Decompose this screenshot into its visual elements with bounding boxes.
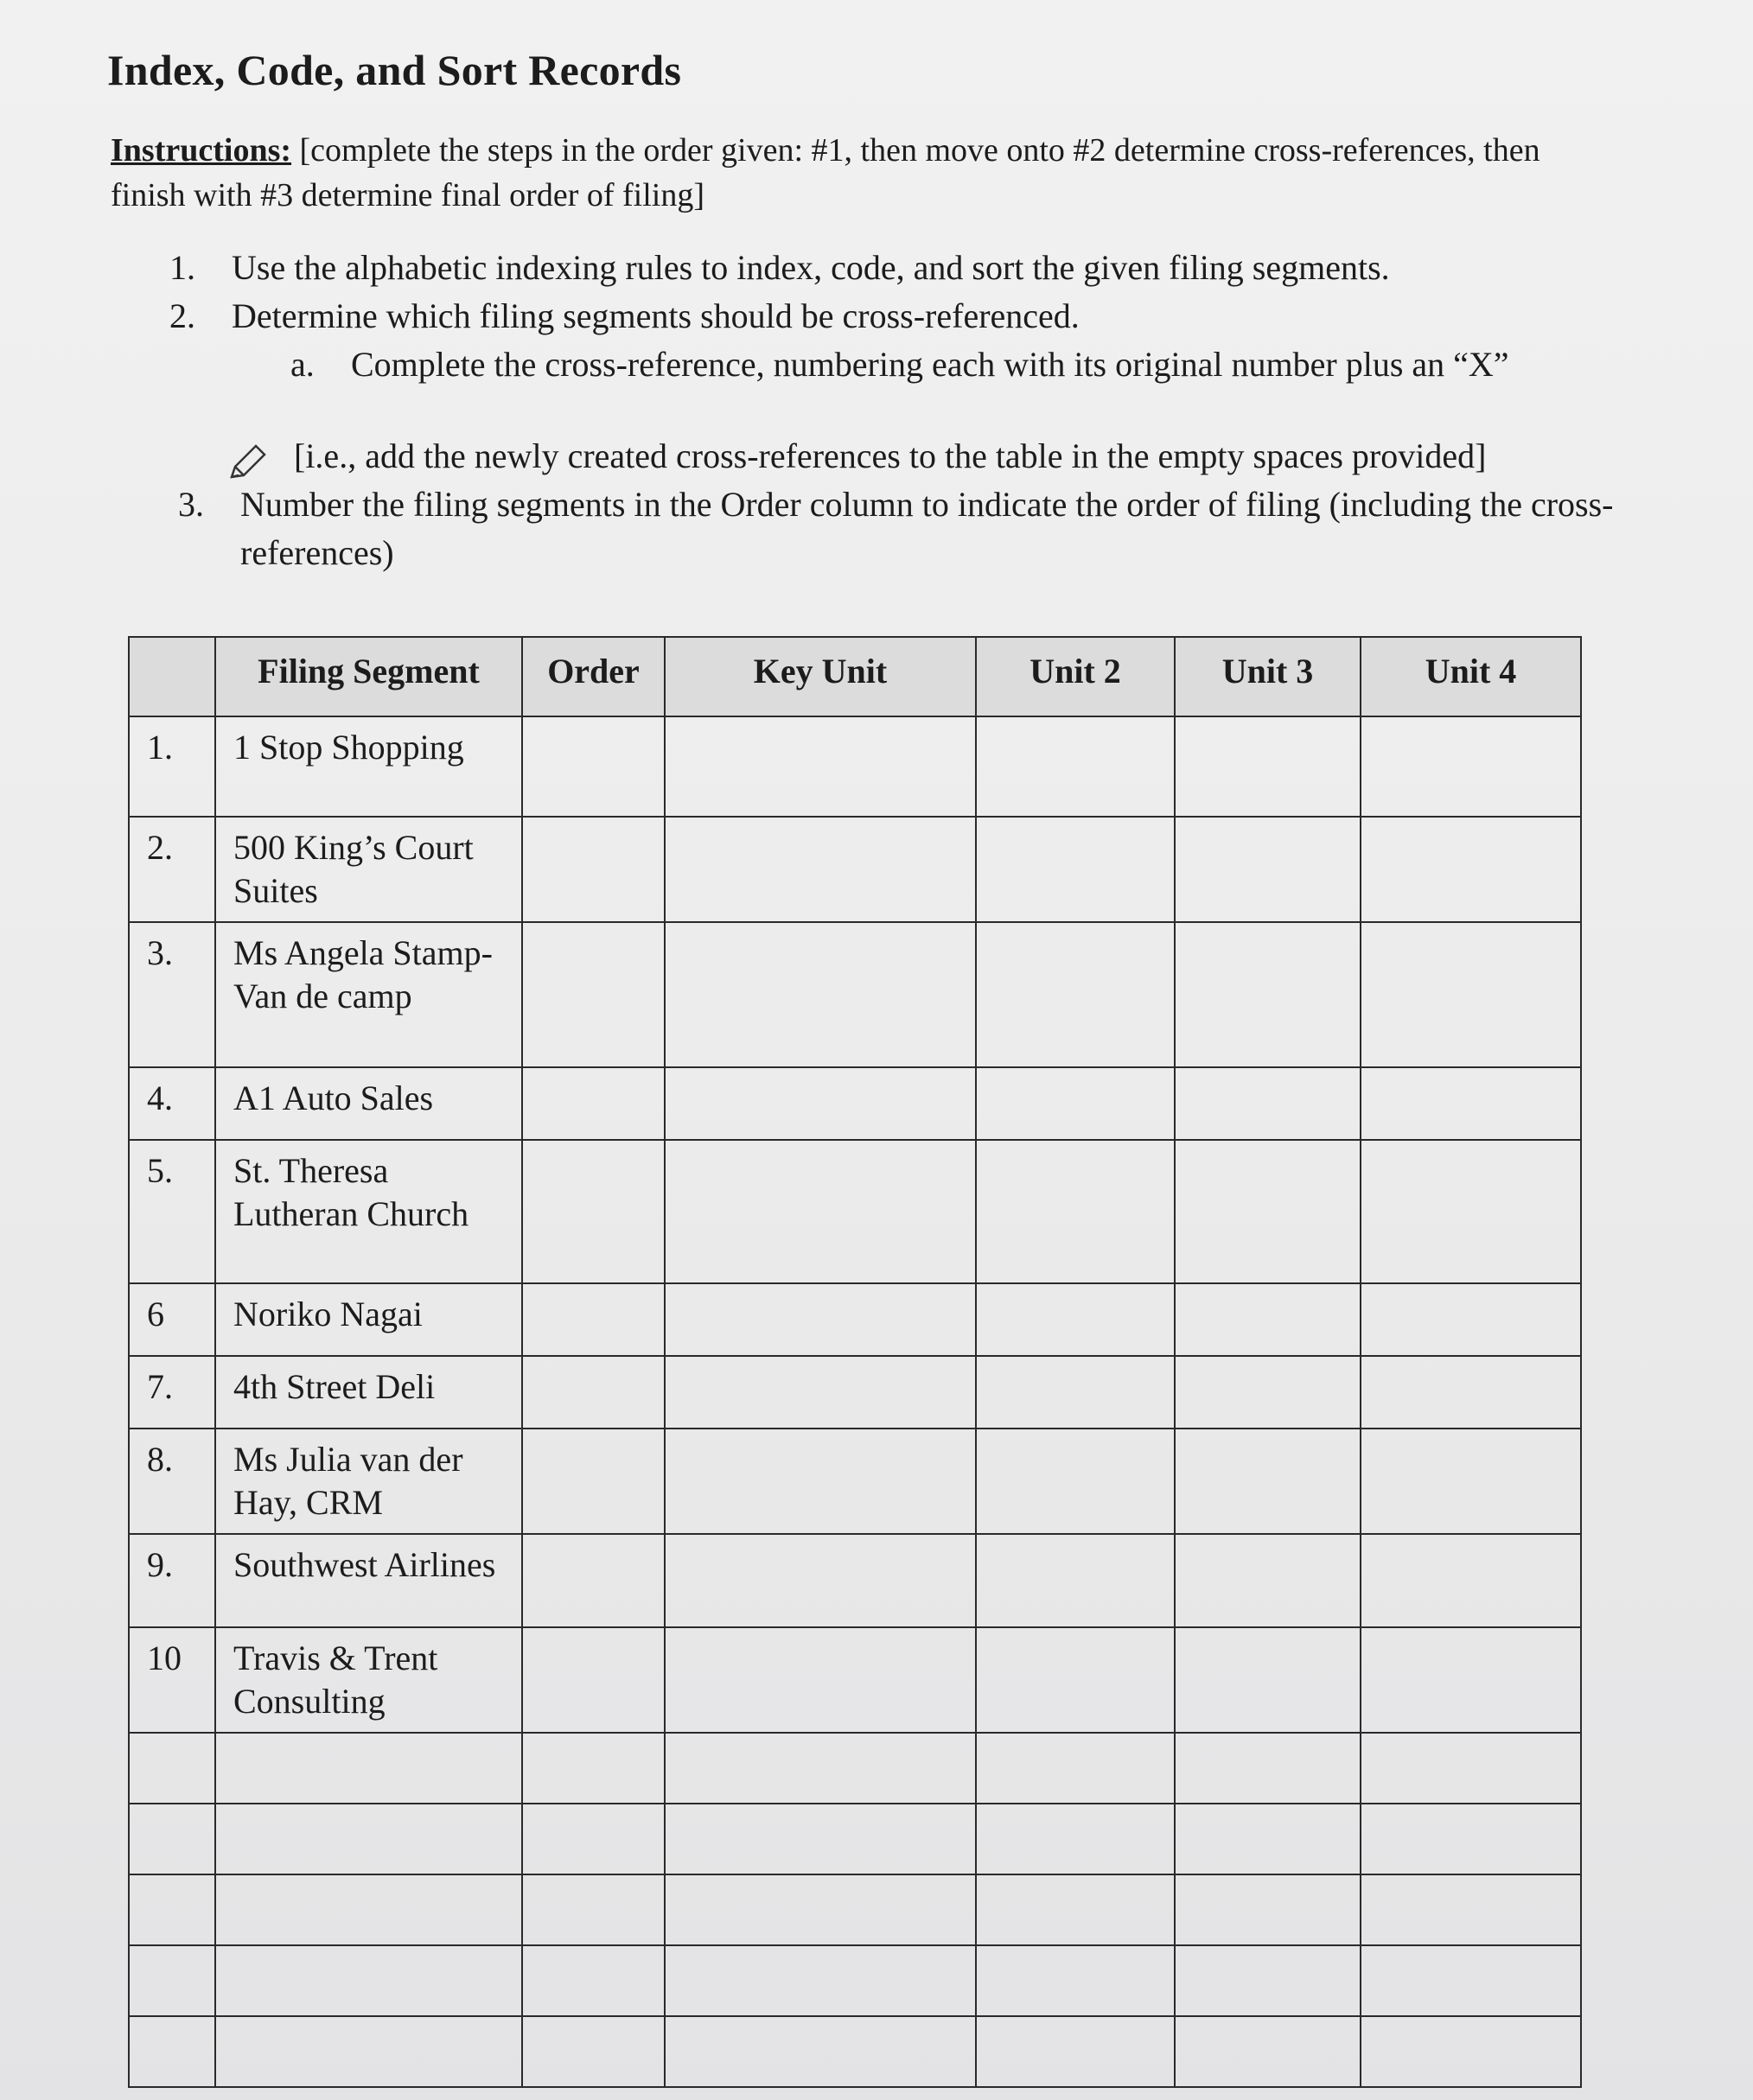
unit-3-cell[interactable] (1175, 1627, 1361, 1733)
unit-4-cell[interactable] (1361, 716, 1581, 817)
key-unit-cell[interactable] (665, 922, 976, 1067)
key-unit-cell[interactable] (665, 1140, 976, 1283)
unit-2-cell[interactable] (976, 922, 1175, 1067)
page-title: Index, Code, and Sort Records (107, 46, 682, 94)
pencil-icon (226, 441, 270, 482)
unit-2-cell[interactable] (976, 2016, 1175, 2087)
column-header-unit-3: Unit 3 (1175, 637, 1361, 716)
filing-segment-cell: Southwest Airlines (215, 1534, 522, 1627)
key-unit-cell[interactable] (665, 1627, 976, 1733)
key-unit-cell[interactable] (665, 1874, 976, 1945)
key-unit-cell[interactable] (665, 1733, 976, 1804)
unit-3-cell[interactable] (1175, 1356, 1361, 1429)
key-unit-cell[interactable] (665, 1067, 976, 1140)
row-index (129, 1945, 215, 2016)
substep-text: Complete the cross-reference, numbering each with its original number plus an “X” (351, 345, 1509, 384)
unit-3-cell[interactable] (1175, 2016, 1361, 2087)
step-3 (178, 480, 1630, 577)
row-index: 1. (129, 716, 215, 817)
table-row (129, 1283, 1581, 1356)
order-cell[interactable] (522, 1429, 665, 1534)
column-header-order: Order (522, 637, 665, 716)
key-unit-cell[interactable] (665, 2016, 976, 2087)
step-text: Determine which filing segments should be cross-referenced. (232, 296, 1080, 335)
unit-4-cell[interactable] (1361, 2016, 1581, 2087)
unit-4-cell[interactable] (1361, 1804, 1581, 1874)
table-row (129, 1945, 1581, 2016)
unit-4-cell[interactable] (1361, 1067, 1581, 1140)
filing-table (128, 636, 1582, 2088)
step-text: Use the alphabetic indexing rules to index, code, and sort the given filing segments. (232, 248, 1390, 287)
unit-2-cell[interactable] (976, 1067, 1175, 1140)
unit-2-cell[interactable] (976, 1283, 1175, 1356)
filing-segment-cell: Travis & Trent Consulting (215, 1627, 522, 1733)
filing-segment-cell: 1 Stop Shopping (215, 716, 522, 817)
unit-3-cell[interactable] (1175, 1534, 1361, 1627)
row-index: 4. (129, 1067, 215, 1140)
key-unit-cell[interactable] (665, 1283, 976, 1356)
order-cell[interactable] (522, 1627, 665, 1733)
row-index: 2. (129, 817, 215, 922)
filing-segment-cell[interactable] (215, 1804, 522, 1874)
step-text: Number the filing segments in the Order column to indicate the order of filing (including the cross-references) (240, 485, 1614, 572)
filing-segment-cell[interactable] (215, 1874, 522, 1945)
row-index: 5. (129, 1140, 215, 1283)
unit-4-cell[interactable] (1361, 1140, 1581, 1283)
order-cell[interactable] (522, 1804, 665, 1874)
order-cell[interactable] (522, 922, 665, 1067)
order-cell[interactable] (522, 1283, 665, 1356)
table-row (129, 1067, 1581, 1140)
order-cell[interactable] (522, 2016, 665, 2087)
unit-2-cell[interactable] (976, 1874, 1175, 1945)
unit-4-cell[interactable] (1361, 1283, 1581, 1356)
filing-segment-cell: 500 King’s Court Suites (215, 817, 522, 922)
step-number: 3. (178, 485, 204, 524)
key-unit-cell[interactable] (665, 817, 976, 922)
unit-4-cell[interactable] (1361, 1733, 1581, 1804)
table-row (129, 1733, 1581, 1804)
key-unit-cell[interactable] (665, 1804, 976, 1874)
column-header-key-unit: Key Unit (665, 637, 976, 716)
table-row (129, 1429, 1581, 1534)
filing-segment-cell: Ms Angela Stamp-Van de camp (215, 922, 522, 1067)
filing-segment-cell[interactable] (215, 2016, 522, 2087)
row-index (129, 1733, 215, 1804)
table-row (129, 922, 1581, 1067)
unit-3-cell[interactable] (1175, 1945, 1361, 2016)
order-cell[interactable] (522, 1356, 665, 1429)
filing-segment-cell: Ms Julia van der Hay, CRM (215, 1429, 522, 1534)
unit-4-cell[interactable] (1361, 922, 1581, 1067)
filing-segment-cell: 4th Street Deli (215, 1356, 522, 1429)
table-row (129, 2016, 1581, 2087)
unit-4-cell[interactable] (1361, 817, 1581, 922)
unit-2-cell[interactable] (976, 1429, 1175, 1534)
filing-segment-cell: A1 Auto Sales (215, 1067, 522, 1140)
unit-2-cell[interactable] (976, 1733, 1175, 1804)
instructions (111, 128, 1615, 218)
instructions-lead: Instructions: (111, 132, 292, 169)
filing-segment-cell: Noriko Nagai (215, 1283, 522, 1356)
order-cell[interactable] (522, 1945, 665, 2016)
filing-segment-cell: St. Theresa Lutheran Church (215, 1140, 522, 1283)
column-header-index (129, 637, 215, 716)
column-header-unit-2: Unit 2 (976, 637, 1175, 716)
column-header-filing-segment: Filing Segment (215, 637, 522, 716)
table-row (129, 817, 1581, 922)
order-cell[interactable] (522, 1534, 665, 1627)
step-number: 1. (169, 248, 195, 287)
unit-2-cell[interactable] (976, 1627, 1175, 1733)
unit-3-cell[interactable] (1175, 1874, 1361, 1945)
column-header-unit-4: Unit 4 (1361, 637, 1581, 716)
unit-2-cell[interactable] (976, 1534, 1175, 1627)
row-index: 6 (129, 1283, 215, 1356)
unit-4-cell[interactable] (1361, 1356, 1581, 1429)
unit-2-cell[interactable] (976, 1140, 1175, 1283)
unit-2-cell[interactable] (976, 1804, 1175, 1874)
filing-segment-cell[interactable] (215, 1945, 522, 2016)
unit-2-cell[interactable] (976, 716, 1175, 817)
unit-3-cell[interactable] (1175, 922, 1361, 1067)
substep-a (290, 340, 1639, 389)
table-row (129, 1534, 1581, 1627)
row-index (129, 1804, 215, 1874)
unit-2-cell[interactable] (976, 1356, 1175, 1429)
substep-number: a. (290, 345, 315, 384)
unit-4-cell[interactable] (1361, 1627, 1581, 1733)
row-index: 8. (129, 1429, 215, 1534)
order-cell[interactable] (522, 817, 665, 922)
table-row (129, 1140, 1581, 1283)
unit-4-cell[interactable] (1361, 1874, 1581, 1945)
key-unit-cell[interactable] (665, 716, 976, 817)
key-unit-cell[interactable] (665, 1429, 976, 1534)
instructions-text: [complete the steps in the order given: #1, then move onto #2 determine cross-references, then finish with #3 determine final order of filing] (111, 132, 1540, 213)
unit-4-cell[interactable] (1361, 1945, 1581, 2016)
table-header-row (129, 637, 1581, 716)
step-1 (169, 244, 1639, 292)
unit-3-cell[interactable] (1175, 1067, 1361, 1140)
unit-3-cell[interactable] (1175, 1429, 1361, 1534)
unit-3-cell[interactable] (1175, 1140, 1361, 1283)
step-number: 2. (169, 296, 195, 335)
steps-list (169, 244, 1639, 389)
key-unit-cell[interactable] (665, 1356, 976, 1429)
unit-3-cell[interactable] (1175, 1804, 1361, 1874)
unit-4-cell[interactable] (1361, 1429, 1581, 1534)
row-index: 10 (129, 1627, 215, 1733)
unit-3-cell[interactable] (1175, 1733, 1361, 1804)
row-index: 9. (129, 1534, 215, 1627)
unit-2-cell[interactable] (976, 1945, 1175, 2016)
table-row (129, 1874, 1581, 1945)
unit-2-cell[interactable] (976, 817, 1175, 922)
row-index: 3. (129, 922, 215, 1067)
unit-3-cell[interactable] (1175, 817, 1361, 922)
row-index (129, 1874, 215, 1945)
filing-segment-cell[interactable] (215, 1733, 522, 1804)
table-row (129, 716, 1581, 817)
table-row (129, 1804, 1581, 1874)
unit-3-cell[interactable] (1175, 716, 1361, 817)
row-index (129, 2016, 215, 2087)
order-cell[interactable] (522, 1140, 665, 1283)
table-row (129, 1627, 1581, 1733)
step-2 (169, 292, 1639, 340)
order-cell[interactable] (522, 716, 665, 817)
row-index: 7. (129, 1356, 215, 1429)
order-cell[interactable] (522, 1067, 665, 1140)
note-text: [i.e., add the newly created cross-references to the table in the empty spaces provided] (294, 436, 1487, 475)
table-row (129, 1356, 1581, 1429)
unit-4-cell[interactable] (1361, 1534, 1581, 1627)
key-unit-cell[interactable] (665, 1945, 976, 2016)
order-cell[interactable] (522, 1733, 665, 1804)
order-cell[interactable] (522, 1874, 665, 1945)
key-unit-cell[interactable] (665, 1534, 976, 1627)
unit-3-cell[interactable] (1175, 1283, 1361, 1356)
